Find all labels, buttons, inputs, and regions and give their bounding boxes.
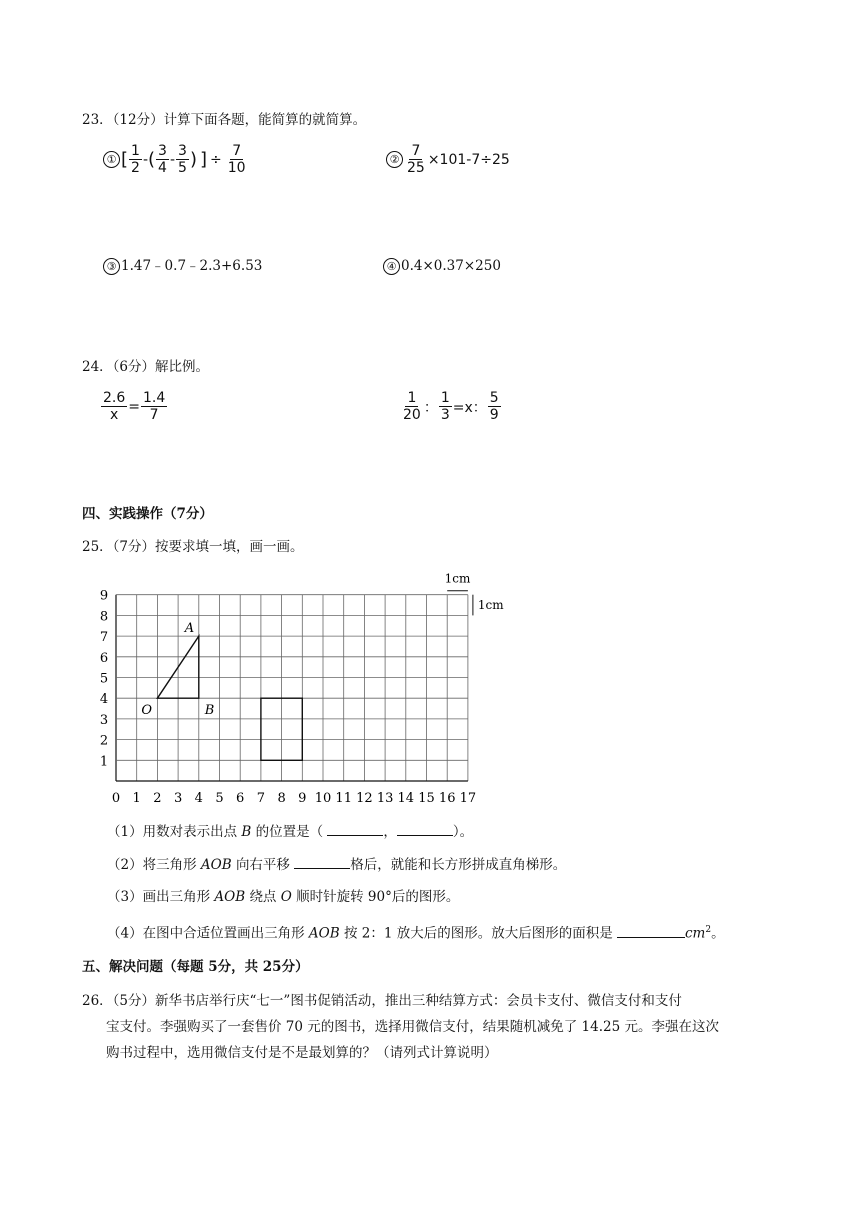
fraction: $\frac{1}{3}$ <box>440 390 450 423</box>
problem-number: ④ <box>383 258 400 275</box>
y-tick-label: 1 <box>99 754 109 770</box>
fraction: $\frac{7}{10}$ <box>227 143 246 176</box>
x-tick-label: 1 <box>132 791 141 806</box>
x-tick-label: 13 <box>376 791 394 806</box>
y-tick-label: 4 <box>99 692 109 708</box>
section-4-title: 四、实践操作（7分） <box>82 506 213 522</box>
x-tick-label: 9 <box>298 791 307 806</box>
y-tick-label: 8 <box>99 609 109 625</box>
scale-horizontal-label: 1cm <box>444 571 471 586</box>
scale-vertical-label: 1cm <box>477 598 504 613</box>
expression: 0.4×0.37×250 <box>401 258 501 274</box>
x-tick-label: 14 <box>397 791 415 806</box>
x-tick-label: 7 <box>256 791 266 806</box>
fraction: $\frac{2.6}{x}$ <box>103 390 126 423</box>
q26-line-1: 26．（5分）新华书店举行庆“七一”图书促销活动，推出三种结算方式：会员卡支付、微信支付和支付 <box>82 993 682 1009</box>
fraction: $\frac{3}{5}$ <box>178 143 187 176</box>
y-tick-label: 6 <box>99 650 109 666</box>
problem-number: ① <box>103 151 120 168</box>
x-tick-label: 15 <box>418 791 435 806</box>
q23-problem-4 <box>383 257 501 275</box>
answer-blank[interactable] <box>617 924 685 938</box>
q24-header: 24．（6分）解比例。 <box>82 359 210 375</box>
x-tick-label: 8 <box>277 791 286 806</box>
y-tick-label: 5 <box>99 671 109 687</box>
x-tick-label: 11 <box>335 791 352 806</box>
q23-problem-2 <box>386 143 510 176</box>
section-5-title: 五、解决问题（每题 5分，共 25分） <box>82 959 309 975</box>
point-label-b: B <box>204 703 215 719</box>
divide-sign: ÷ <box>210 151 222 168</box>
q25-header: 25．（7分）按要求填一填，画一画。 <box>82 539 304 555</box>
x-tick-label: 0 <box>111 791 121 806</box>
expression: ×101-7÷25 <box>427 151 510 168</box>
x-tick-label: 10 <box>314 791 332 806</box>
fraction: $\frac{1.4}{7}$ <box>143 390 166 423</box>
paren-close: ) <box>189 149 197 170</box>
ratio-colon: ： <box>423 399 438 416</box>
q25-sub-1: （1）用数对表示出点 B 的位置是（ ， ）。 <box>107 824 474 840</box>
problem-number: ③ <box>103 258 120 275</box>
equals-x-ratio: =x： <box>452 399 487 416</box>
q25-sub-2: （2）将三角形 AOB 向右平移 格后，就能和长方形拼成直角梯形。 <box>107 857 567 873</box>
minus-sign: - <box>142 151 149 168</box>
q23-problem-3 <box>103 257 262 275</box>
fraction: $\frac{5}{9}$ <box>489 390 499 423</box>
fraction: $\frac{3}{4}$ <box>158 143 167 176</box>
paren-open: ( <box>148 149 156 170</box>
point-label-o: O <box>141 703 153 719</box>
q25-sub-4: （4）在图中合适位置画出三角形 AOB 按 2：1 放大后的图形。放大后图形的面积是 $cm^2$。 <box>107 925 725 942</box>
x-tick-label: 5 <box>215 791 224 806</box>
answer-blank[interactable] <box>294 855 350 869</box>
y-tick-label: 9 <box>99 588 109 604</box>
bracket-close: ] <box>199 149 208 170</box>
q26-line-2: 宝支付。李强购买了一套售价 70 元的图书，选择用微信支付，结果随机减免了 14.25 元。李强在这次 <box>106 1019 719 1035</box>
expression: 1.47﹣0.7﹣2.3+6.53 <box>121 258 263 274</box>
x-tick-label: 3 <box>173 791 183 806</box>
q25-sub-3: （3）画出三角形 AOB 绕点 O 顺时针旋转 90°后的图形。 <box>107 889 460 905</box>
x-tick-label: 12 <box>356 791 373 806</box>
grid-lines <box>116 595 468 781</box>
fraction: $\frac{1}{2}$ <box>131 143 140 176</box>
x-tick-label: 6 <box>236 791 245 806</box>
q24-equation-1 <box>100 390 168 423</box>
x-tick-label: 16 <box>438 791 456 806</box>
x-axis-tick-labels <box>112 791 476 806</box>
bracket-open: [ <box>121 149 129 170</box>
fraction: $\frac{1}{20}$ <box>403 390 421 423</box>
x-tick-label: 4 <box>194 791 203 806</box>
point-label-a: A <box>184 621 195 637</box>
x-tick-label: 2 <box>153 791 162 806</box>
q26-line-3: 购书过程中，选用微信支付是不是最划算的？（请列式计算说明） <box>106 1045 498 1061</box>
q26-text <box>82 988 782 1066</box>
q24-equation-2 <box>400 390 502 423</box>
answer-blank[interactable] <box>397 822 453 836</box>
minus-sign: - <box>169 151 176 168</box>
answer-blank[interactable] <box>327 822 383 836</box>
q23-header: 23．（12分）计算下面各题，能简算的就简算。 <box>82 112 367 128</box>
equals-sign: = <box>128 398 140 415</box>
x-tick-label: 17 <box>459 791 477 806</box>
scale-indicator <box>445 572 505 616</box>
y-tick-label: 2 <box>99 733 109 749</box>
coordinate-grid-figure <box>95 570 535 810</box>
y-axis-tick-labels <box>100 589 108 770</box>
fraction: $\frac{7}{25}$ <box>407 143 425 176</box>
q23-problem-1 <box>103 143 249 176</box>
y-tick-label: 3 <box>99 712 109 728</box>
y-tick-label: 7 <box>99 630 109 646</box>
problem-number: ② <box>386 151 403 168</box>
